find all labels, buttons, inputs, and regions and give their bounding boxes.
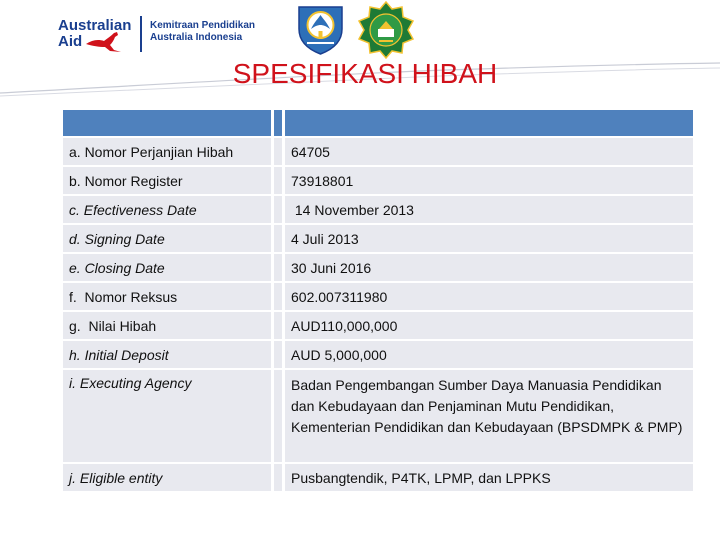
row-label: j. Eligible entity <box>63 464 271 491</box>
row-label: g. Nilai Hibah <box>63 312 271 339</box>
row-value: AUD 5,000,000 <box>285 341 693 368</box>
kementerian-agama-emblem-icon <box>357 1 415 59</box>
logo-divider <box>140 16 142 52</box>
row-value: 30 Juni 2016 <box>285 254 693 281</box>
page-title <box>0 58 720 90</box>
page-title-text: SPESIFIKASI HIBAH <box>232 58 498 89</box>
kangaroo-icon <box>84 30 124 54</box>
table-row <box>63 196 693 223</box>
row-value: Pusbangtendik, P4TK, LPMP, dan LPPKS <box>285 464 693 491</box>
row-gap-cell <box>274 370 282 462</box>
row-value: 14 November 2013 <box>285 196 693 223</box>
row-gap-cell <box>274 225 282 252</box>
header-cell <box>274 110 282 136</box>
partner-name <box>150 20 255 44</box>
row-gap-cell <box>274 196 282 223</box>
table-row <box>63 283 693 310</box>
row-value: AUD110,000,000 <box>285 312 693 339</box>
row-label: b. Nomor Register <box>63 167 271 194</box>
table-row <box>63 167 693 194</box>
header-cell <box>285 110 693 136</box>
row-gap-cell <box>274 312 282 339</box>
table-row <box>63 312 693 339</box>
row-gap-cell <box>274 464 282 491</box>
table-row <box>63 464 693 491</box>
row-gap-cell <box>274 167 282 194</box>
row-value: Badan Pengembangan Sumber Daya Manuasia Pendidikan dan Kebudayaan dan Penjaminan Mutu Pendidikan, Kementerian Pendidikan dan Kebudayaan (BPSDMPK & PMP) <box>285 370 693 462</box>
row-gap-cell <box>274 254 282 281</box>
partner-line2: Australia Indonesia <box>150 32 243 43</box>
partner-line1: Kemitraan Pendidikan <box>150 20 256 31</box>
aid-logo-line2: Aid <box>58 33 83 50</box>
table-row <box>63 370 693 462</box>
aid-logo-line1: Australian <box>58 17 132 34</box>
row-label: c. Efectiveness Date <box>63 196 271 223</box>
table-row <box>63 254 693 281</box>
row-label: a. Nomor Perjanjian Hibah <box>63 138 271 165</box>
header-cell <box>63 110 271 136</box>
row-label: d. Signing Date <box>63 225 271 252</box>
row-label: h. Initial Deposit <box>63 341 271 368</box>
row-gap-cell <box>274 341 282 368</box>
row-label: i. Executing Agency <box>63 370 271 462</box>
row-label: e. Closing Date <box>63 254 271 281</box>
row-value: 64705 <box>285 138 693 165</box>
australian-aid-logo <box>58 16 148 56</box>
row-label: f. Nomor Reksus <box>63 283 271 310</box>
row-gap-cell <box>274 283 282 310</box>
grant-spec-table <box>60 108 696 493</box>
row-value: 602.007311980 <box>285 283 693 310</box>
table-row <box>63 225 693 252</box>
tut-wuri-handayani-emblem-icon <box>293 3 348 55</box>
table-row <box>63 138 693 165</box>
table-header-row <box>63 110 693 136</box>
row-value: 73918801 <box>285 167 693 194</box>
table-row <box>63 341 693 368</box>
row-value: 4 Juli 2013 <box>285 225 693 252</box>
row-gap-cell <box>274 138 282 165</box>
